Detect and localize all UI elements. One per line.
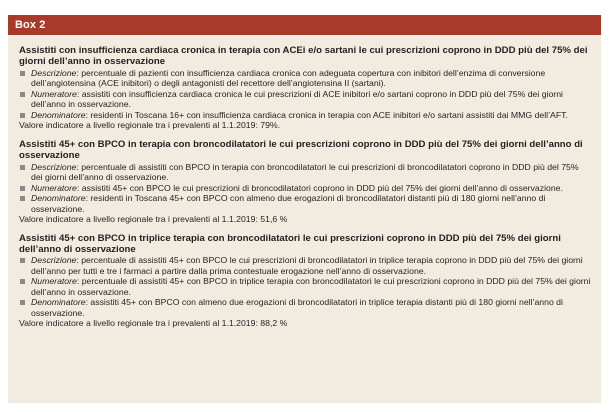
item-label: Denominatore — [31, 193, 86, 204]
indicator-value: Valore indicatore a livello regionale tra i prevalenti al 1.1.2019: 88,2 % — [19, 318, 288, 329]
square-bullet-icon — [20, 196, 25, 201]
section-bpco-triple-therapy — [19, 233, 591, 329]
indicator-list — [19, 162, 591, 215]
square-bullet-icon — [20, 300, 25, 305]
indicator-value: Valore indicatore a livello regionale tra i prevalenti al 1.1.2019: 79%. — [19, 120, 281, 131]
square-bullet-icon — [20, 165, 25, 170]
square-bullet-icon — [20, 186, 25, 191]
item-label: Numeratore — [31, 88, 77, 99]
box-header — [8, 15, 601, 35]
indicator-list — [19, 68, 591, 121]
list-item-description — [19, 162, 591, 183]
box-content — [8, 35, 601, 329]
box-title: Box 2 — [15, 19, 46, 31]
item-text: : percentuale di assistiti con BPCO in terapia con broncodilatatori le cui prescrizioni di broncodilatatori coprono in DDD più del 75% dei giorni dell’anno di osservazione. — [31, 161, 579, 183]
indicator-list — [19, 255, 591, 318]
box-2 — [8, 15, 601, 403]
item-text: : percentuale di assistiti 45+ con BPCO le cui prescrizioni di broncodilatatori in triplice terapia coprono in DDD più del 75% dei giorni dell’anno per tutti e tre i farmaci a partire dalla prima contestuale erogazione nell’anno di osservazione. — [31, 255, 583, 276]
item-text: : percentuale di assistiti 45+ con BPCO in triplice terapia con broncodilatatori le cui prescrizioni coprono in DDD più del 75% dei giorni dell’anno in osservazione. — [31, 276, 591, 297]
section-bpco-bronchodilators — [19, 139, 591, 225]
item-label: Descrizione — [31, 67, 77, 78]
list-item-numerator — [19, 276, 591, 297]
item-label: Numeratore — [31, 276, 77, 287]
square-bullet-icon — [20, 71, 25, 76]
square-bullet-icon — [20, 92, 25, 97]
list-item-numerator — [19, 183, 591, 194]
item-text: : residenti in Toscana 45+ con BPCO con almeno due erogazioni di broncodilatatori distanti più di 180 giorni nell’anno di osservazione. — [31, 193, 546, 214]
item-label: Descrizione — [31, 255, 77, 266]
item-text: : assistiti 45+ con BPCO con almeno due erogazioni di broncodilatatori in triplice terapia distanti più di 180 giorni nell’anno di osservazione. — [31, 297, 563, 318]
list-item-denominator — [19, 297, 591, 318]
list-item-description — [19, 68, 591, 89]
item-label: Denominatore — [31, 297, 86, 308]
section-heart-failure — [19, 45, 591, 131]
item-text: : assistiti con insufficienza cardiaca cronica le cui prescrizioni di ACE inibitori e/o sartani coprono in DDD più del 75% dei giorni dell’anno in osservazione. — [31, 88, 563, 110]
item-text: : assistiti 45+ con BPCO le cui prescrizioni di broncodilatatori coprono in DDD più del 75% dei giorni dell’anno di osservazione. — [76, 182, 563, 193]
section-title: Assistiti 45+ con BPCO in terapia con broncodilatatori le cui prescrizioni coprono in DDD più del 75% dei giorni dell’anno di osservazione — [19, 138, 583, 162]
section-title: Assistiti 45+ con BPCO in triplice terapia con broncodilatatori le cui prescrizioni coprono in DDD più del 75% dei giorni dell’anno di osservazione — [19, 232, 561, 256]
section-title: Assistiti con insufficienza cardiaca cronica in terapia con ACEi e/o sartani le cui prescrizioni coprono in DDD più del 75% dei giorni dell’anno in osservazione — [19, 45, 588, 68]
item-label: Numeratore — [31, 182, 77, 193]
item-label: Denominatore — [31, 109, 86, 120]
list-item-denominator — [19, 110, 591, 121]
list-item-denominator — [19, 193, 591, 214]
list-item-description — [19, 255, 591, 276]
square-bullet-icon — [20, 279, 25, 284]
square-bullet-icon — [20, 258, 25, 263]
item-text: : percentuale di pazienti con insufficienza cardiaca cronica con adeguata copertura con inibitori dell’enzima di conversione dell’angiotensina (ACE inibitori) o degli antagonisti del recettore dell’angiotensina II (sartani). — [31, 67, 546, 89]
indicator-value: Valore indicatore a livello regionale tra i prevalenti al 1.1.2019: 51,6 % — [19, 214, 288, 225]
item-text: : residenti in Toscana 16+ con insufficienza cardiaca cronica in terapia con ACE inibitori e/o sartani assistiti dai MMG dell’AFT. — [85, 109, 568, 120]
item-label: Descrizione — [31, 161, 77, 172]
list-item-numerator — [19, 89, 591, 110]
square-bullet-icon — [20, 113, 25, 118]
